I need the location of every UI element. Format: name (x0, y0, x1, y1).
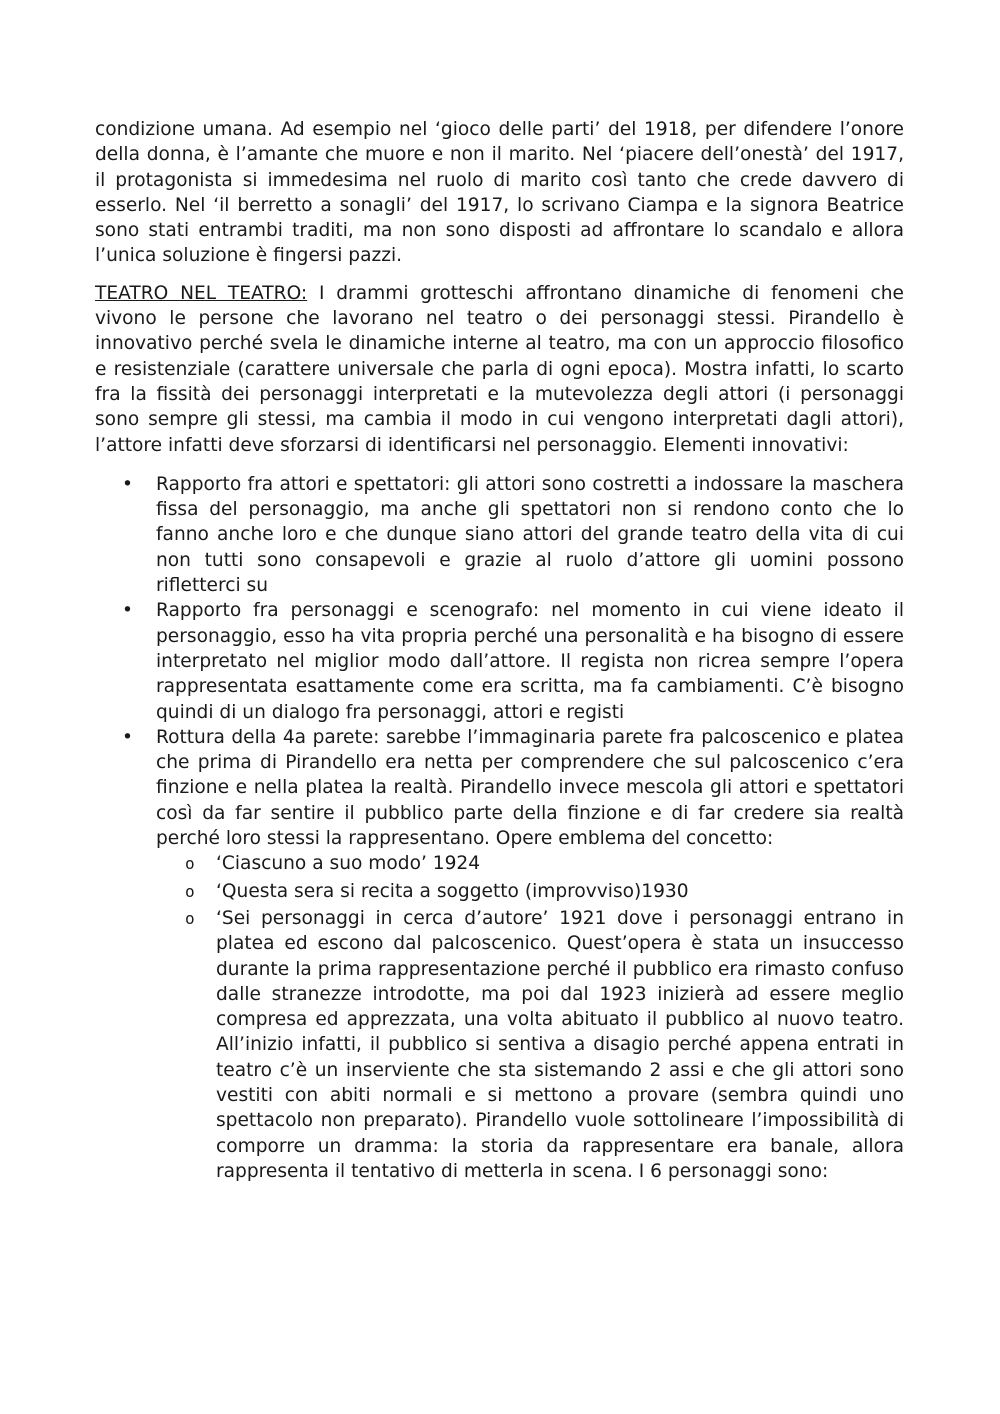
section-heading: TEATRO NEL TEATRO: (95, 282, 308, 304)
bullet-text: Rottura della 4a parete: sarebbe l’immaginaria parete fra palcoscenico e platea che prima di Pirandello era netta per comprendere che sul palcoscenico c’era finzione e nella platea la realtà. Pirandello invece mescola gli attori e spettatori così da far sentire il pubblico parte della finzione e di far credere sia realtà perché loro stessi la rappresentano. Opere emblema del concetto: (156, 726, 904, 850)
bullet-item: • Rapporto fra personaggi e scenografo: nel momento in cui viene ideato il personaggio, esso ha vita propria perché una personalità e ha bisogno di essere interpretato nel miglior modo dall’attore. Il regista non ricrea sempre l’opera rappresentata esattamente come era scritta, ma fa cambiamenti. C’è bisogno quindi di un dialogo fra personaggi, attori e registi (156, 598, 904, 724)
sub-item: o ‘Sei personaggi in cerca d’autore’ 1921 dove i personaggi entrano in platea ed escono dal palcoscenico. Quest’opera è stata un insuccesso durante la prima rappresentazione perché il pubblico era rimasto confuso dalle stranezze introdotte, ma poi dal 1923 inizierà ad essere meglio compresa ed apprezzata, una volta abituato il pubblico al nuovo teatro. All’inizio infatti, il pubblico si sentiva a disagio perché appena entrati in teatro c’è un inserviente che sta sistemando 2 assi e che gli attori sono vestiti con abiti normali e si mettono a provare (sembra quindi uno spettacolo non preparato). Pirandello vuole sottolineare l’impossibilità di comporre un dramma: la storia da rappresentare era banale, allora rappresenta il tentativo di metterla in scena. I 6 personaggi sono: (216, 906, 904, 1184)
paragraph-text: I drammi grotteschi affrontano dinamiche di fenomeni che vivono le persone che lavorano nel teatro o dei personaggi stessi. Pirandello è innovativo perché svela le dinamiche interne al teatro, ma con un approccio filosofico e resistenziale (carattere universale che parla di ogni epoca). Mostra infatti, lo scarto fra la fissità dei personaggi interpretati e la mutevolezza degli attori (i personaggi sono sempre gli stessi, ma cambia il modo in cui vengono interpretati dagli attori), l’attore infatti deve sforzarsi di identificarsi nel personaggio. Elementi innovativi: (95, 282, 904, 456)
bullet-item: • Rapporto fra attori e spettatori: gli attori sono costretti a indossare la maschera fissa del personaggio, ma anche gli spettatori non si rendono conto che lo fanno anche loro e che dunque siano attori del grande teatro della vita di cui non tutti sono consapevoli e grazie al ruolo d’attore gli uomini possono rifletterci su (156, 472, 904, 598)
bullet-item (156, 725, 904, 1184)
sub-item: o ‘Questa sera si recita a soggetto (improvviso)1930 (216, 879, 904, 904)
bullet-list (95, 472, 904, 1184)
sub-item: o ‘Ciascuno a suo modo’ 1924 (216, 851, 904, 876)
paragraph-teatro-nel-teatro (95, 281, 904, 458)
paragraph-intro: condizione umana. Ad esempio nel ‘gioco delle parti’ del 1918, per difendere l’onore della donna, è l’amante che muore e non il marito. Nel ‘piacere dell’onestà’ del 1917, il protagonista si immedesima nel ruolo di marito così tanto che crede davvero di esserlo. Nel ‘il berretto a sonagli’ del 1917, lo scrivano Ciampa e la signora Beatrice sono stati entrambi traditi, ma non sono disposti ad affrontare lo scandalo e allora l’unica soluzione è fingersi pazzi. (95, 119, 904, 267)
sub-list (156, 851, 904, 1184)
